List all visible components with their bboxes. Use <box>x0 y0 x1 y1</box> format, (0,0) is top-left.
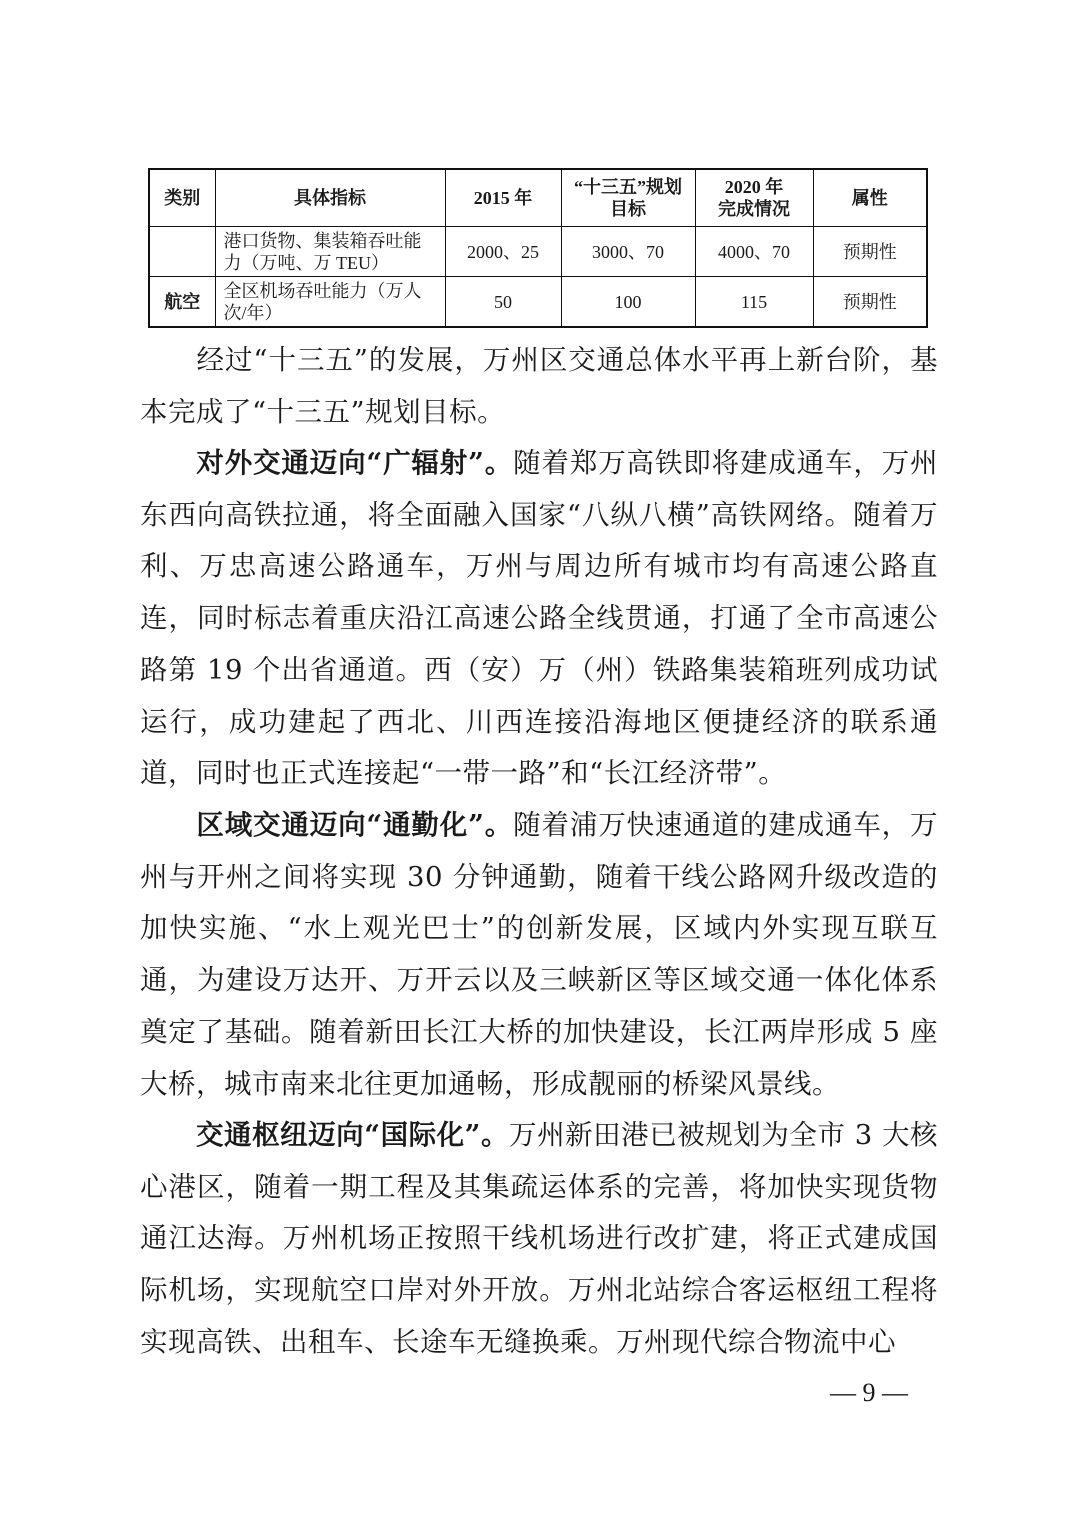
paragraph-text: 随着浦万快速通道的建成通车，万州与开州之间将实现 30 分钟通勤，随着干线公路网升级改造的加快实施、“水上观光巴士”的创新发展，区域内外实现互联互通，为建设万达开、万开云以及三峡新区等区域交通一体化体系奠定了基础。随着新田长江大桥的加快建设，长江两岸形成 5 座大桥，城市南来北往更加通畅，形成靓丽的桥梁风景线。 <box>140 809 939 1100</box>
row-category <box>149 227 215 277</box>
header-category: 类别 <box>149 169 215 227</box>
header-2020-line2: 完成情况 <box>718 199 790 219</box>
header-target <box>561 169 695 227</box>
row-target: 100 <box>561 277 695 328</box>
row-indicator <box>215 227 445 277</box>
table-row <box>149 227 927 277</box>
paragraph-text: 随着郑万高铁即将建成通车，万州东西向高铁拉通，将全面融入国家“八纵八横”高铁网络。随着万利、万忠高速公路通车，万州与周边所有城市均有高速公路直连，同时标志着重庆沿江高速公路全线贯通，打通了全市高速公路第 19 个出省通道。西（安）万（州）铁路集装箱班列成功试运行，成功建起了西北、川西连接沿海地区便捷经济的联系通道，同时也正式连接起“一带一路”和“长江经济带”。 <box>140 447 939 790</box>
header-2015: 2015 年 <box>445 169 561 227</box>
row-indicator <box>215 277 445 328</box>
header-target-line1: “十三五”规划 <box>574 177 682 197</box>
row-category: 航空 <box>149 277 215 328</box>
paragraph-text: 经过“十三五”的发展，万州区交通总体水平再上新台阶，基本完成了“十三五”规划目标。 <box>140 344 938 428</box>
paragraph-text: 万州新田港已被规划为全市 3 大核心港区，随着一期工程及其集疏运体系的完善，将加快实现货物通江达海。万州机场正按照干线机场进行改扩建，将正式建成国际机场，实现航空口岸对外开放。万州北站综合客运枢纽工程将实现高铁、出租车、长途车无缝换乘。万州现代综合物流中心 <box>140 1119 938 1358</box>
paragraph-lead: 对外交通迈向“广辐射”。 <box>196 447 514 479</box>
paragraph-transport-hub <box>140 1110 938 1369</box>
row-2015: 50 <box>445 277 561 328</box>
table-header-row <box>149 169 927 227</box>
header-indicator: 具体指标 <box>215 169 445 227</box>
row-attribute: 预期性 <box>813 277 927 328</box>
row-indicator-line1: 全区机场吞吐能力（万人 <box>223 280 422 301</box>
row-target: 3000、70 <box>561 227 695 277</box>
paragraph-external-transport <box>140 438 938 800</box>
row-2020: 4000、70 <box>695 227 813 277</box>
indicator-table <box>148 168 928 328</box>
row-2015: 2000、25 <box>445 227 561 277</box>
row-indicator-line2: 力（万吨、万 TEU） <box>223 252 389 273</box>
row-attribute: 预期性 <box>813 227 927 277</box>
table-row <box>149 277 927 328</box>
paragraph-lead: 交通枢纽迈向“国际化”。 <box>196 1119 510 1151</box>
header-2020-line1: 2020 年 <box>724 177 784 197</box>
page-number: — 9 — <box>830 1378 908 1407</box>
header-2020 <box>695 169 813 227</box>
paragraph-summary <box>140 335 938 438</box>
header-target-line2: 目标 <box>610 199 646 219</box>
header-attribute: 属性 <box>813 169 927 227</box>
paragraph-regional-transport <box>140 800 938 1110</box>
paragraph-lead: 区域交通迈向“通勤化”。 <box>196 809 514 841</box>
row-2020: 115 <box>695 277 813 328</box>
row-indicator-line2: 次/年） <box>223 302 283 323</box>
row-indicator-line1: 港口货物、集装箱吞吐能 <box>223 230 422 251</box>
